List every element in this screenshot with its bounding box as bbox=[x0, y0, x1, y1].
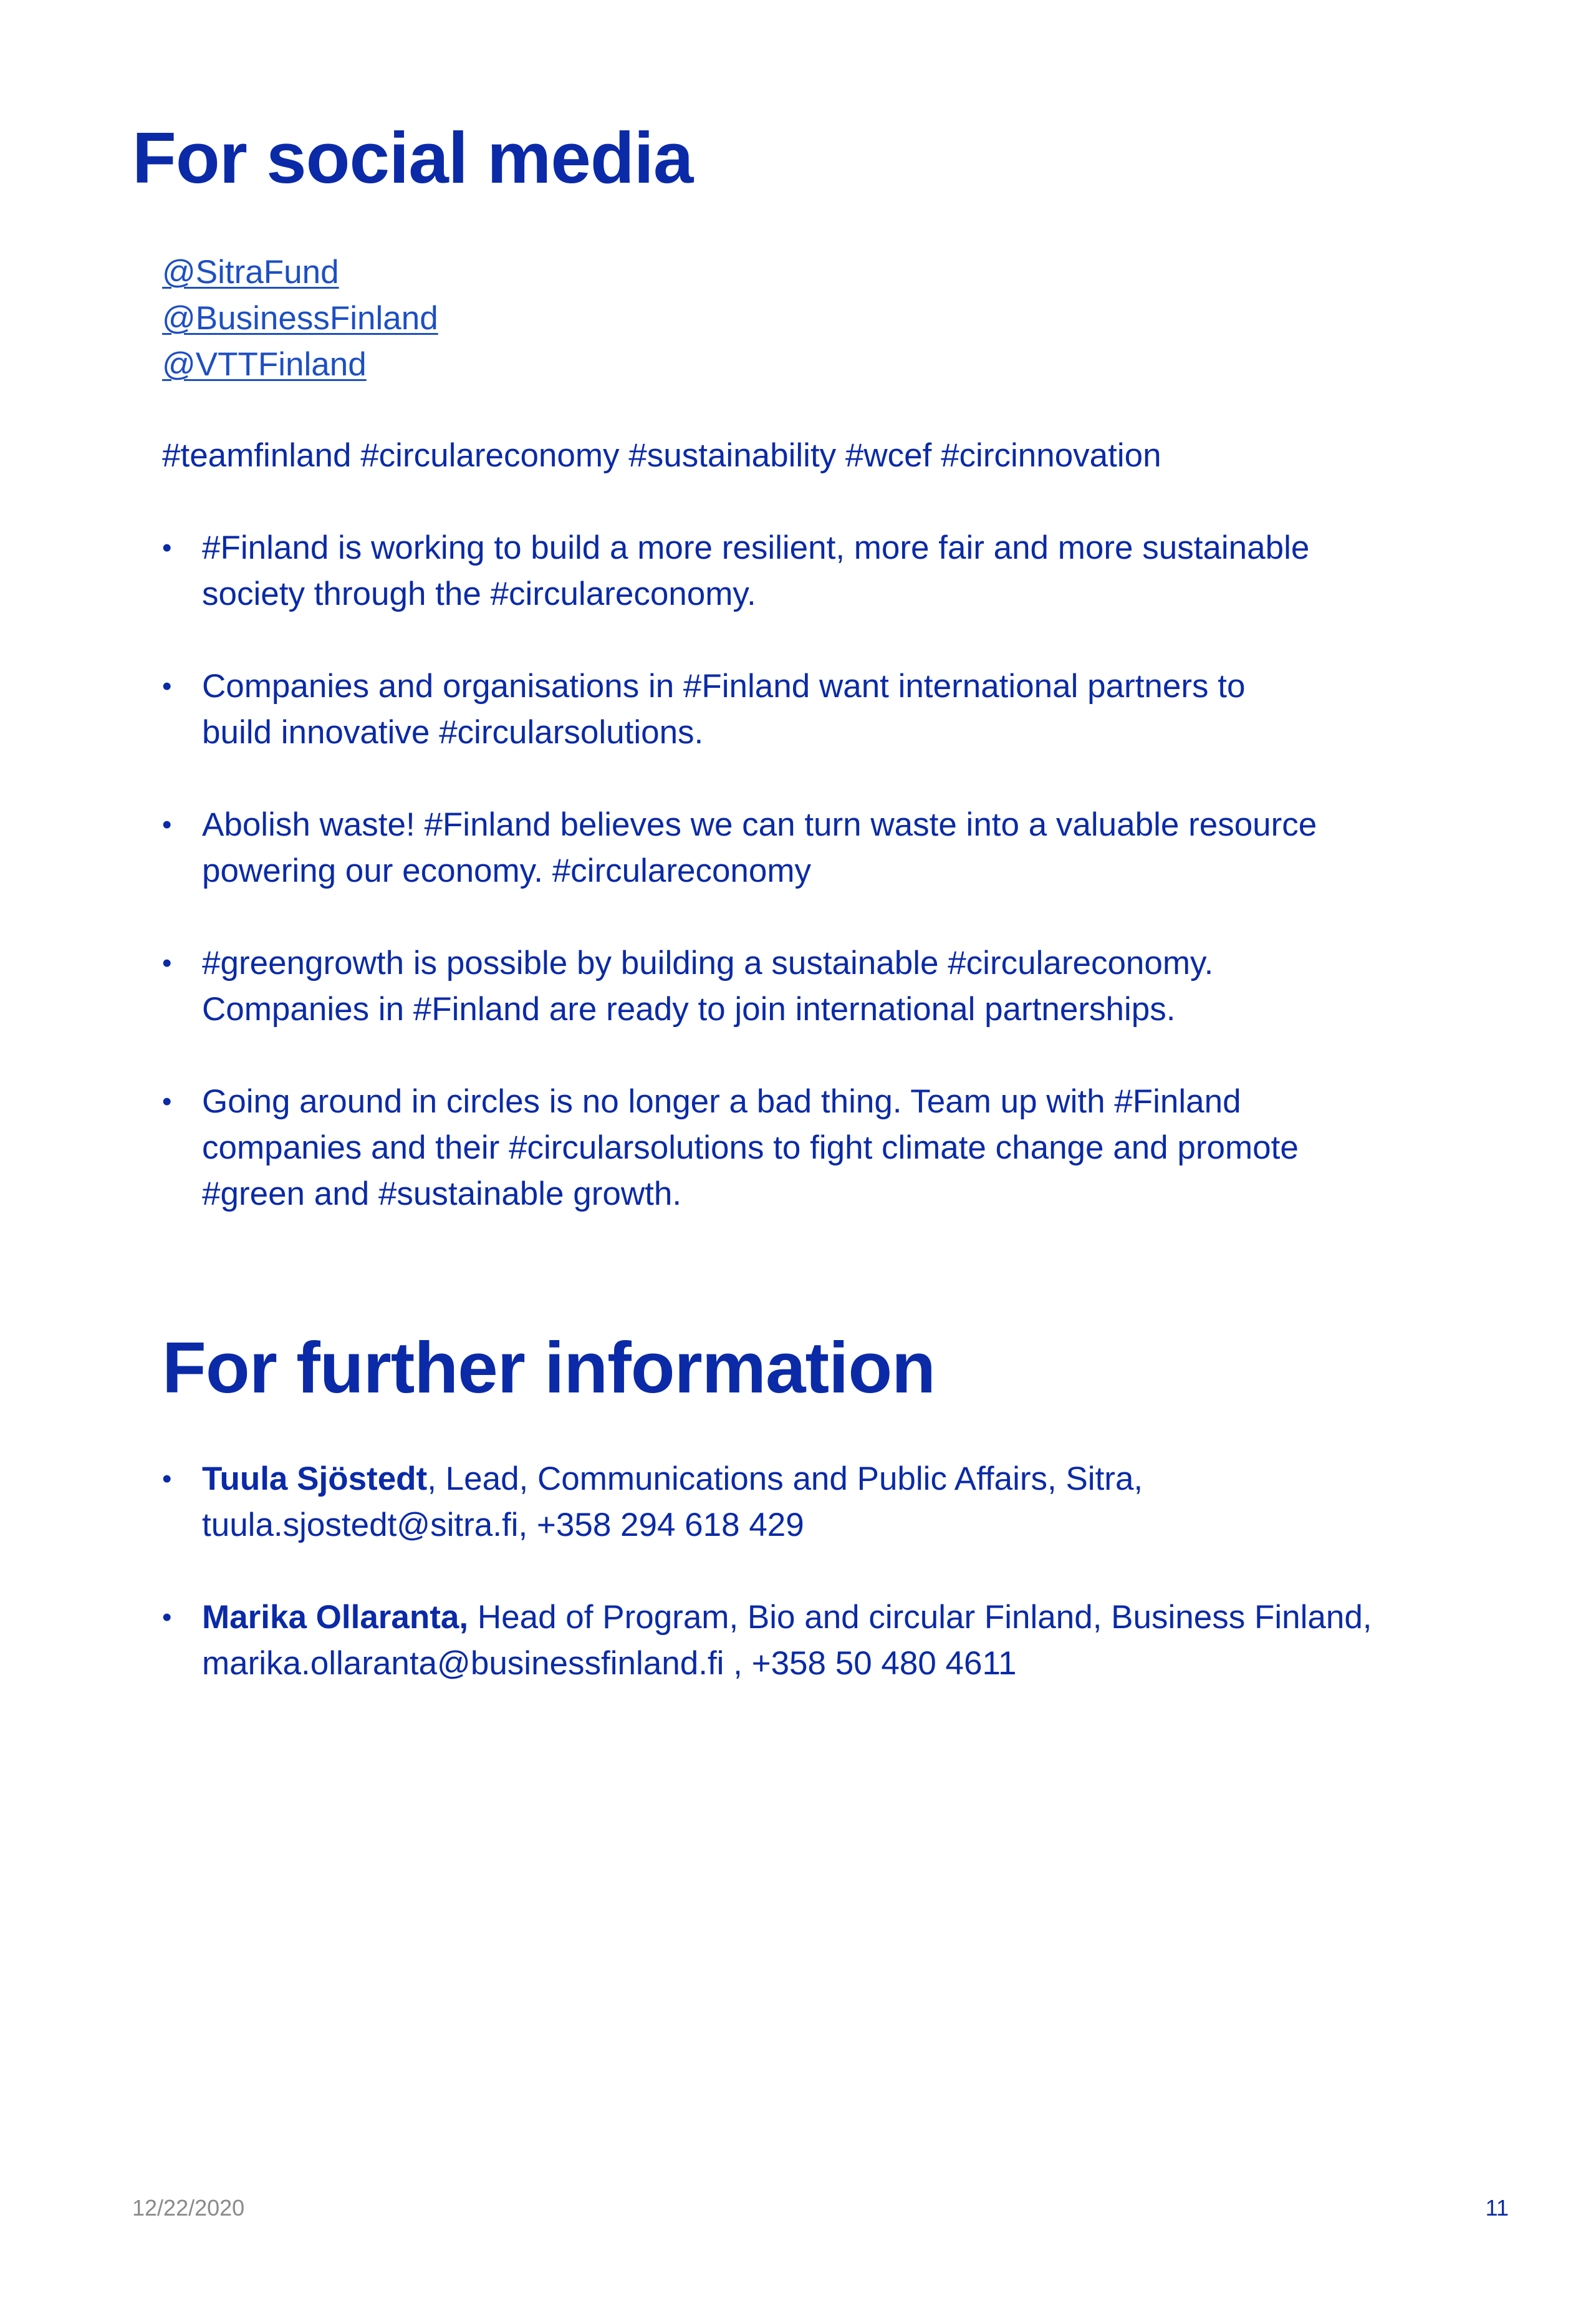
contacts-list bbox=[162, 1456, 1496, 1733]
link-businessfinland[interactable]: @BusinessFinland bbox=[162, 300, 438, 337]
contact-details: tuula.sjostedt@sitra.fi, +358 294 618 429 bbox=[202, 1507, 804, 1543]
contact-role: , Lead, Communications and Public Affairs, Sitra, bbox=[427, 1460, 1143, 1497]
bullet-line: #Finland is working to build a more resilient, more fair and more sustainable bbox=[202, 529, 1310, 566]
bullet-dot-icon: • bbox=[162, 1464, 172, 1494]
social-media-heading: For social media bbox=[132, 117, 693, 198]
contact-item-2 bbox=[162, 1594, 1496, 1687]
further-information-heading: For further information bbox=[162, 1327, 936, 1408]
contact-details: marika.ollaranta@businessfinland.fi , +358 50 480 4611 bbox=[202, 1645, 1017, 1682]
link-sitrafund[interactable]: @SitraFund bbox=[162, 254, 339, 291]
bullet-dot-icon: • bbox=[162, 533, 172, 563]
social-bullet-2 bbox=[162, 663, 1496, 756]
bullet-line: #greengrowth is possible by building a sustainable #circulareconomy. bbox=[202, 945, 1214, 982]
bullet-line: Abolish waste! #Finland believes we can turn waste into a valuable resource bbox=[202, 806, 1317, 843]
contact-name: Marika Ollaranta, bbox=[202, 1599, 469, 1636]
footer-date: 12/22/2020 bbox=[132, 2195, 245, 2221]
bullet-dot-icon: • bbox=[162, 809, 172, 840]
bullet-line: Companies in #Finland are ready to join international partnerships. bbox=[202, 991, 1176, 1028]
social-bullet-3 bbox=[162, 802, 1496, 894]
social-bullet-4 bbox=[162, 940, 1496, 1033]
contact-name: Tuula Sjöstedt bbox=[202, 1460, 428, 1497]
bullet-line: build innovative #circularsolutions. bbox=[202, 714, 704, 751]
contact-role: Head of Program, Bio and circular Finland, Business Finland, bbox=[468, 1599, 1372, 1636]
page-number: 11 bbox=[1485, 2195, 1509, 2221]
hashtags-line: #teamfinland #circulareconomy #sustainability #wcef #circinnovation bbox=[162, 437, 1161, 474]
bullet-line: Going around in circles is no longer a bad thing. Team up with #Finland bbox=[202, 1083, 1241, 1120]
social-bullet-5 bbox=[162, 1079, 1496, 1217]
bullet-line: Companies and organisations in #Finland want international partners to bbox=[202, 668, 1246, 705]
social-bullet-1 bbox=[162, 525, 1496, 617]
bullet-line: #green and #sustainable growth. bbox=[202, 1175, 682, 1212]
bullet-line: society through the #circulareconomy. bbox=[202, 576, 756, 612]
social-links bbox=[162, 249, 438, 388]
bullet-dot-icon: • bbox=[162, 948, 172, 978]
contact-item-1 bbox=[162, 1456, 1496, 1548]
social-bullets-list bbox=[162, 525, 1496, 1263]
bullet-dot-icon: • bbox=[162, 671, 172, 702]
bullet-dot-icon: • bbox=[162, 1602, 172, 1633]
bullet-line: powering our economy. #circulareconomy bbox=[202, 852, 812, 889]
bullet-dot-icon: • bbox=[162, 1086, 172, 1117]
link-vttfinland[interactable]: @VTTFinland bbox=[162, 346, 367, 383]
bullet-line: companies and their #circularsolutions to fight climate change and promote bbox=[202, 1129, 1299, 1166]
